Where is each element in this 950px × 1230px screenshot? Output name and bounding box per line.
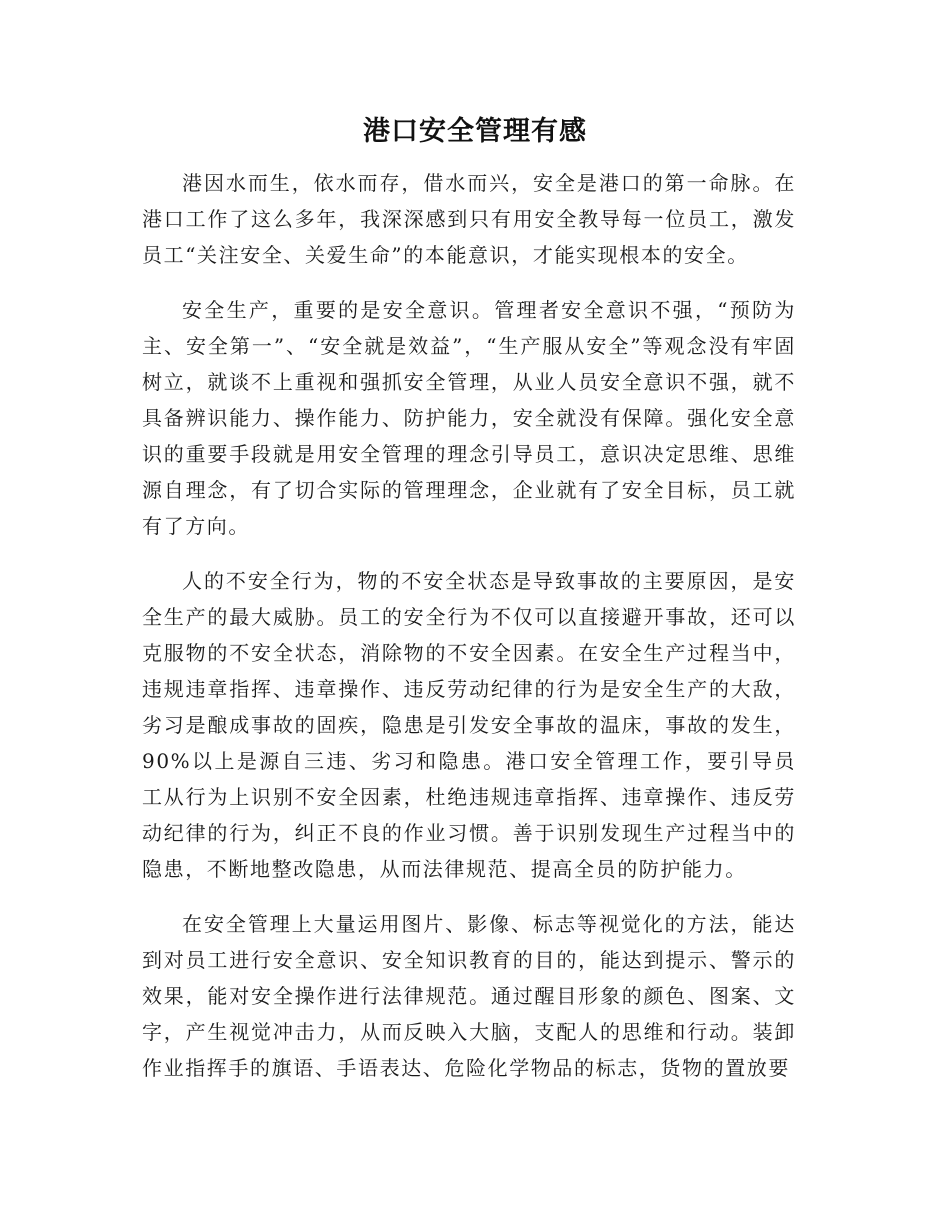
paragraph-4: 在安全管理上大量运用图片、影像、标志等视觉化的方法，能达到对员工进行安全意识、安全知识教育的目的，能达到提示、警示的效果，能对安全操作进行法律规范。通过醒目形象的颜色、图案、文字，产生视觉冲击力，从而反映入大脑，支配人的思维和行动。装卸作业指挥手的旗语、手语表达、危险化学物品的标志，货物的置放要 [142, 912, 796, 1080]
document-body [142, 165, 796, 1105]
paragraph-3: 人的不安全行为，物的不安全状态是导致事故的主要原因，是安全生产的最大威胁。员工的安全行为不仅可以直接避开事故，还可以克服物的不安全状态，消除物的不安全因素。在安全生产过程当中，违规违章指挥、违章操作、违反劳动纪律的行为是安全生产的大敌，劣习是酿成事故的固疾，隐患是引发安全事故的温床，事故的发生，90%以上是源自三违、劣习和隐患。港口安全管理工作，要引导员工从行为上识别不安全因素，杜绝违规违章指挥、违章操作、违反劳动纪律的行为，纠正不良的作业习惯。善于识别发现生产过程当中的隐患，不断地整改隐患，从而法律规范、提高全员的防护能力。 [142, 569, 796, 881]
document-title: 港口安全管理有感 [363, 116, 587, 147]
paragraph-1: 港因水而生，依水而存，借水而兴，安全是港口的第一命脉。在港口工作了这么多年，我深深感到只有用安全教导每一位员工，激发员工“关注安全、关爱生命”的本能意识，才能实现根本的安全。 [142, 171, 796, 267]
paragraph-2: 安全生产，重要的是安全意识。管理者安全意识不强，“预防为主、安全第一”、“安全就是效益”，“生产服从安全”等观念没有牢固树立，就谈不上重视和强抓安全管理，从业人员安全意识不强，就不具备辨识能力、操作能力、防护能力，安全就没有保障。强化安全意识的重要手段就是用安全管理的理念引导员工，意识决定思维、思维源自理念，有了切合实际的管理理念，企业就有了安全目标，员工就有了方向。 [142, 298, 796, 538]
